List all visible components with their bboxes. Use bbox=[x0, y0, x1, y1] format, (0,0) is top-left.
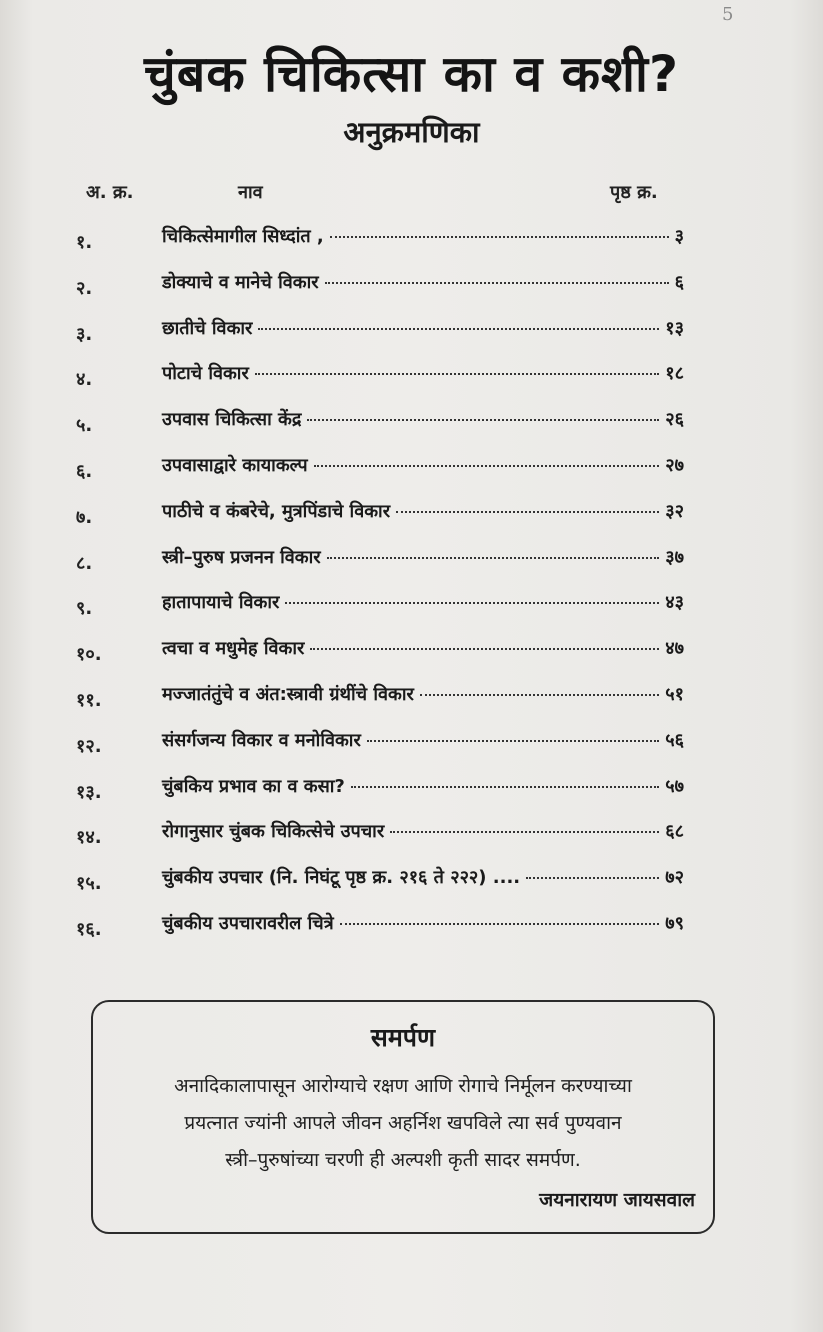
toc-entry bbox=[162, 499, 684, 523]
toc-row bbox=[0, 586, 823, 632]
page-title: चुंबक चिकित्सा का व कशी? bbox=[144, 45, 679, 103]
toc-number: ११. bbox=[76, 689, 102, 711]
toc-row bbox=[0, 815, 823, 861]
toc-title: हातापायाचे विकार bbox=[162, 592, 280, 614]
toc-title: पोटाचे विकार bbox=[162, 363, 249, 385]
toc-page: ३२ bbox=[665, 500, 684, 522]
dedication-box bbox=[91, 1000, 715, 1234]
toc-title: त्वचा व मधुमेह विकार bbox=[162, 638, 305, 660]
toc-row bbox=[0, 907, 823, 953]
dot-leader bbox=[325, 281, 669, 284]
toc-number: ८. bbox=[76, 552, 93, 574]
toc-page: ६८ bbox=[665, 821, 684, 843]
toc-page: २७ bbox=[665, 454, 684, 476]
toc-title: स्त्री–पुरुष प्रजनन विकार bbox=[162, 546, 321, 568]
dedication-line: स्त्री–पुरुषांच्या चरणी ही अल्पशी कृती सादर समर्पण. bbox=[225, 1149, 581, 1171]
toc-entry bbox=[162, 270, 684, 294]
toc-number: ९. bbox=[76, 598, 93, 620]
toc-number: १०. bbox=[76, 644, 102, 666]
dot-leader bbox=[351, 785, 659, 788]
toc-row bbox=[0, 770, 823, 816]
toc-row bbox=[0, 724, 823, 770]
dot-leader bbox=[285, 601, 659, 604]
dot-leader bbox=[526, 876, 659, 879]
dot-leader bbox=[396, 510, 659, 513]
toc-title: चुंबकिय प्रभाव का व कसा? bbox=[162, 775, 345, 797]
toc-number: १. bbox=[76, 232, 93, 253]
table-of-contents bbox=[0, 220, 823, 953]
toc-row bbox=[0, 541, 823, 587]
toc-heading: अनुक्रमणिका bbox=[343, 115, 480, 149]
toc-page: १८ bbox=[665, 363, 684, 385]
toc-row bbox=[0, 861, 823, 907]
toc-row bbox=[0, 312, 823, 358]
toc-entry bbox=[162, 361, 684, 385]
dot-leader bbox=[420, 693, 659, 696]
toc-title: पाठीचे व कंबरेचे, मुत्रपिंडाचे विकार bbox=[162, 500, 391, 522]
toc-entry bbox=[162, 911, 684, 935]
toc-entry bbox=[162, 545, 684, 569]
toc-row bbox=[0, 632, 823, 678]
dot-leader bbox=[330, 235, 669, 238]
dot-leader bbox=[367, 739, 659, 742]
dot-leader bbox=[314, 464, 660, 467]
toc-page: ७२ bbox=[665, 867, 684, 889]
dedication-line: अनादिकालापासून आरोग्याचे रक्षण आणि रोगाचे निर्मूलन करण्याच्या bbox=[174, 1075, 632, 1097]
toc-entry bbox=[162, 774, 684, 798]
column-header-number: अ. क्र. bbox=[86, 182, 134, 203]
toc-entry bbox=[162, 636, 684, 660]
toc-number: १३. bbox=[76, 781, 102, 803]
dot-leader bbox=[255, 372, 659, 375]
toc-entry bbox=[162, 590, 684, 614]
dedication-line: प्रयत्नात ज्यांनी आपले जीवन अहर्निश खपविले त्या सर्व पुण्यवान bbox=[184, 1112, 622, 1134]
column-header-page: पृष्ठ क्र. bbox=[610, 182, 658, 203]
toc-entry bbox=[162, 865, 684, 889]
toc-number: १५. bbox=[76, 873, 102, 895]
toc-title: चिकित्सेमागील सिध्दांत , bbox=[162, 226, 324, 247]
column-header-name: नाव bbox=[238, 182, 263, 203]
toc-row bbox=[0, 403, 823, 449]
toc-page: ३ bbox=[674, 226, 684, 247]
toc-title: उपवास चिकित्सा केंद्र bbox=[162, 409, 302, 431]
toc-page: ३७ bbox=[665, 546, 684, 568]
toc-title: चुंबकीय उपचारावरील चित्रे bbox=[162, 912, 334, 934]
toc-number: ७. bbox=[76, 506, 93, 528]
page-number: 5 bbox=[722, 4, 734, 25]
toc-number: ६. bbox=[76, 460, 93, 482]
dot-leader bbox=[310, 647, 659, 650]
toc-title: छातीचे विकार bbox=[162, 317, 253, 339]
toc-entry bbox=[162, 224, 684, 248]
dot-leader bbox=[340, 922, 660, 925]
toc-number: ५. bbox=[76, 415, 93, 437]
toc-number: २. bbox=[76, 277, 93, 299]
toc-page: १३ bbox=[665, 317, 684, 339]
dot-leader bbox=[258, 327, 659, 330]
toc-title: मज्जातंतुंचे व अंत:स्त्रावी ग्रंथींचे विकार bbox=[162, 683, 414, 705]
dot-leader bbox=[390, 830, 659, 833]
toc-title: चुंबकीय उपचार (नि. निघंटू पृष्ठ क्र. २१६ ते २२२) .... bbox=[162, 867, 521, 889]
toc-page: २६ bbox=[665, 409, 684, 431]
toc-title: रोगानुसार चुंबक चिकित्सेचे उपचार bbox=[162, 821, 385, 843]
toc-title: डोक्याचे व मानेचे विकार bbox=[162, 271, 319, 293]
dedication-author: जयनारायण जायसवाल bbox=[539, 1189, 695, 1211]
toc-row bbox=[0, 449, 823, 495]
toc-page: ५६ bbox=[665, 729, 684, 751]
toc-number: ३. bbox=[76, 323, 93, 345]
toc-row bbox=[0, 220, 823, 266]
toc-page: ७९ bbox=[665, 912, 684, 934]
toc-number: १२. bbox=[76, 735, 102, 757]
toc-title: संसर्गजन्य विकार व मनोविकार bbox=[162, 729, 361, 751]
toc-number: १४. bbox=[76, 827, 102, 849]
toc-page: ४७ bbox=[665, 638, 684, 660]
toc-entry bbox=[162, 682, 684, 706]
toc-row bbox=[0, 357, 823, 403]
toc-number: ४. bbox=[76, 369, 93, 391]
toc-row bbox=[0, 495, 823, 541]
toc-entry bbox=[162, 316, 684, 340]
dedication-text bbox=[93, 1068, 713, 1179]
toc-entry bbox=[162, 728, 684, 752]
toc-page: ६ bbox=[674, 271, 684, 293]
toc-title: उपवासाद्वारे कायाकल्प bbox=[162, 454, 308, 476]
toc-row bbox=[0, 266, 823, 312]
toc-entry bbox=[162, 819, 684, 843]
toc-page: ५१ bbox=[665, 683, 684, 705]
toc-entry bbox=[162, 407, 684, 431]
dedication-title: समर्पण bbox=[370, 1023, 436, 1052]
dot-leader bbox=[307, 418, 659, 421]
toc-page: ४३ bbox=[665, 592, 684, 614]
toc-row bbox=[0, 678, 823, 724]
toc-entry bbox=[162, 453, 684, 477]
dot-leader bbox=[327, 556, 660, 559]
toc-page: ५७ bbox=[665, 775, 684, 797]
toc-number: १६. bbox=[76, 918, 102, 940]
